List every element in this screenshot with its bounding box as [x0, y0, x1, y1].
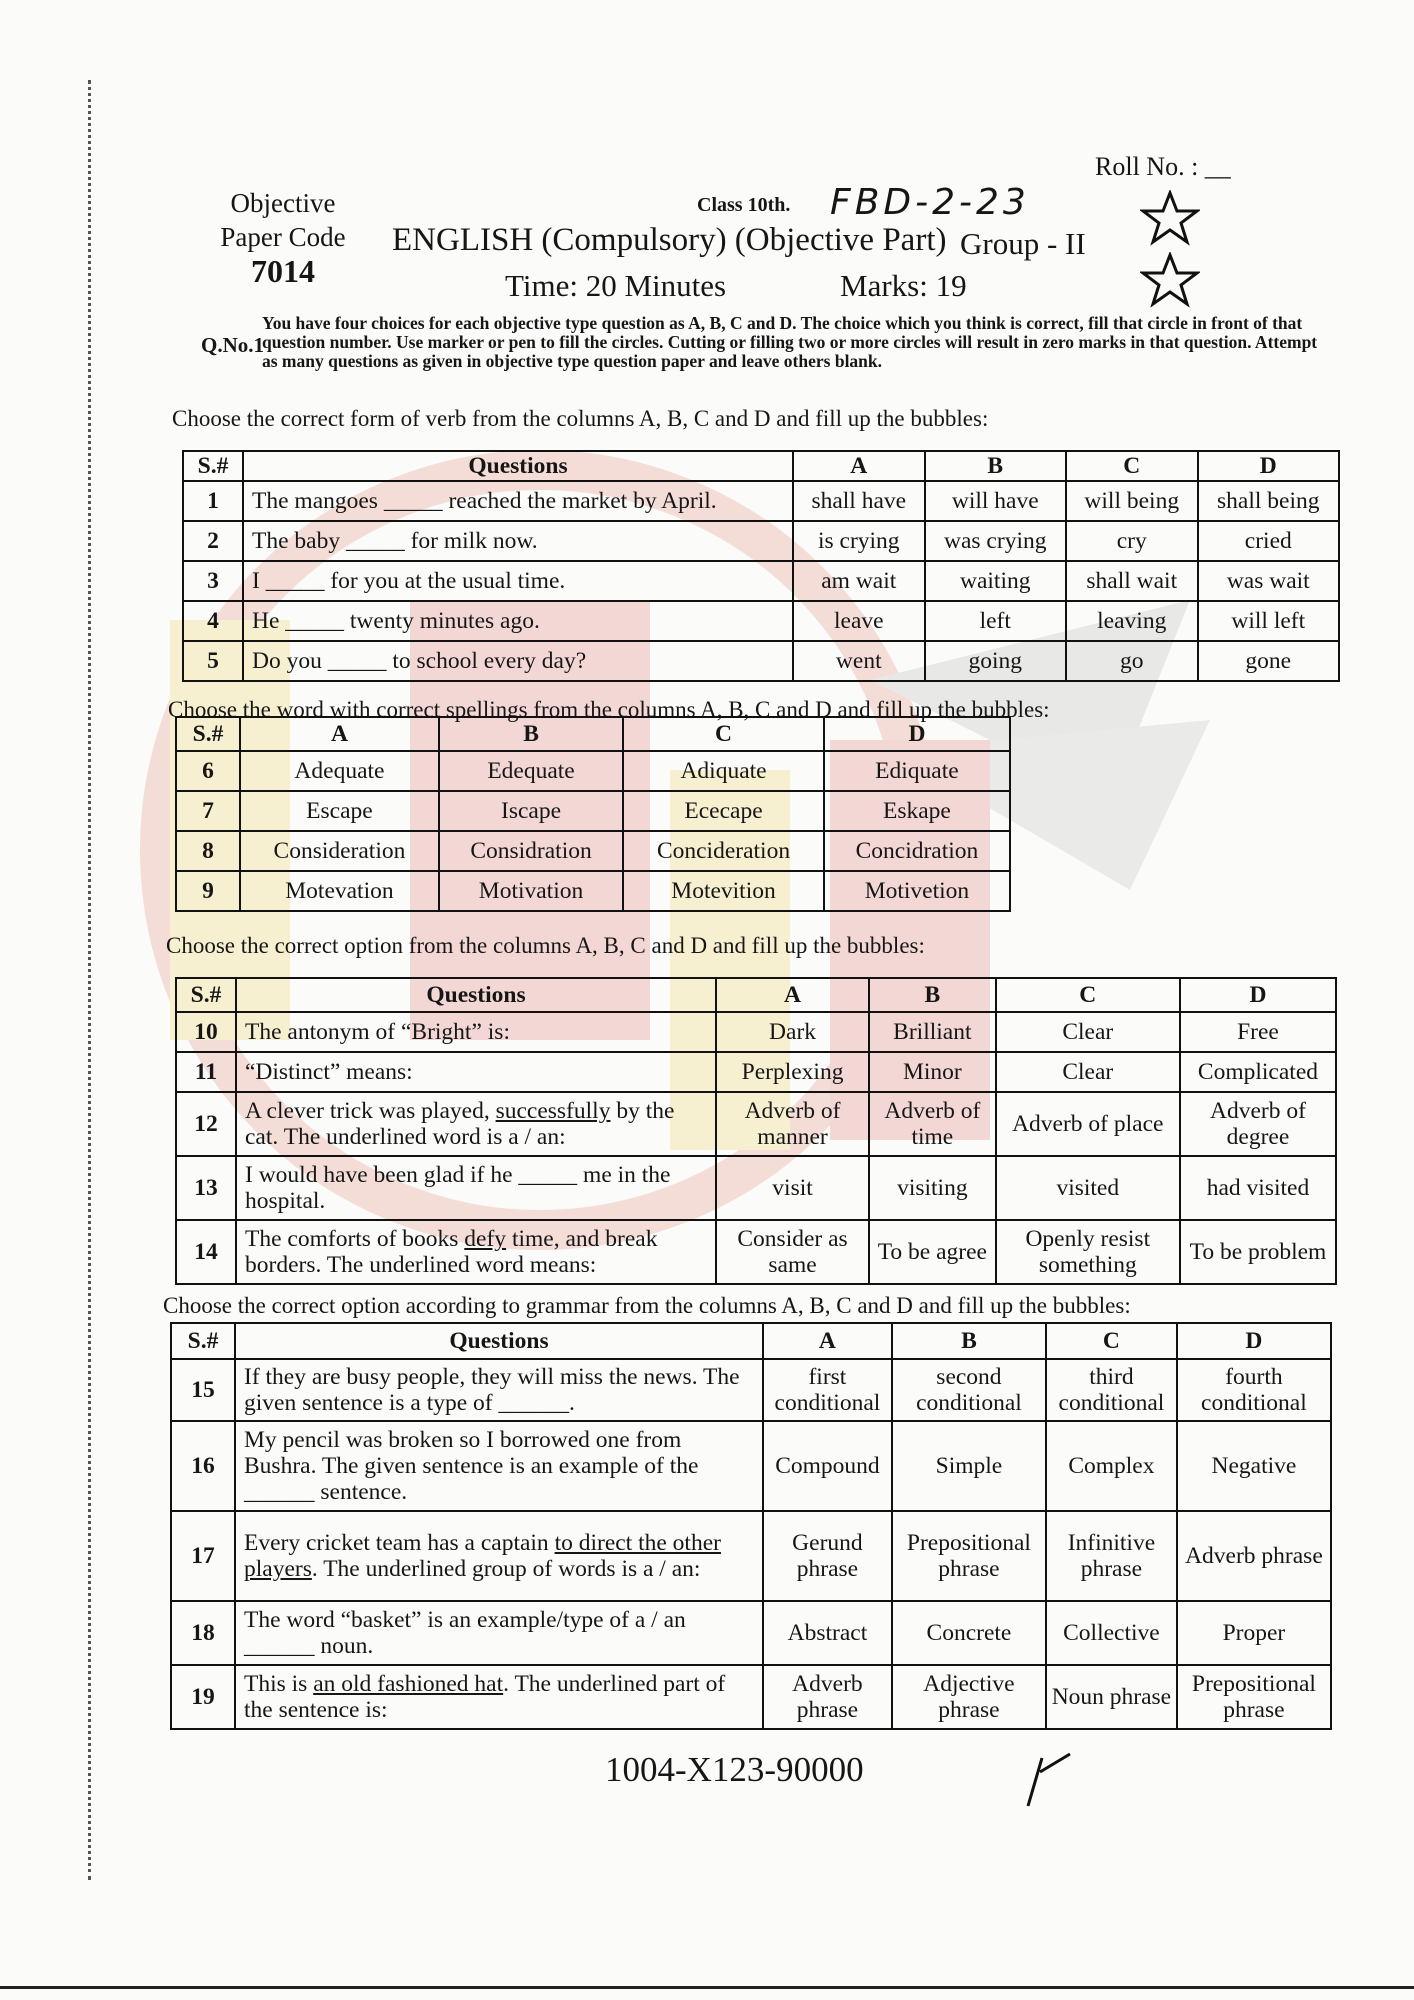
serial: 6	[176, 751, 240, 791]
option-c[interactable]: go	[1066, 641, 1198, 681]
option-c[interactable]: Noun phrase	[1046, 1665, 1177, 1729]
section-heading: Choose the correct form of verb from the columns A, B, C and D and fill up the bubbles:	[172, 406, 989, 431]
question-text: . The underlined part of the sentence is:	[244, 1671, 726, 1723]
option-c[interactable]: Motevition	[623, 871, 824, 911]
option-d[interactable]: cried	[1198, 521, 1339, 561]
option-d[interactable]: Prepositional phrase	[1177, 1665, 1331, 1729]
option-d[interactable]: Negative	[1177, 1421, 1331, 1511]
option-c[interactable]: Infinitive phrase	[1046, 1511, 1177, 1601]
question: I _____ for you at the usual time.	[243, 561, 793, 601]
table-row	[176, 1156, 1336, 1220]
col-header: S.#	[176, 978, 236, 1012]
col-header: C	[1066, 451, 1198, 481]
col-header: A	[716, 978, 869, 1012]
option-d[interactable]: Complicated	[1180, 1052, 1336, 1092]
option-b[interactable]: was crying	[925, 521, 1066, 561]
option-b[interactable]: Simple	[892, 1421, 1046, 1511]
col-header: D	[1198, 451, 1339, 481]
section-heading: Choose the correct option according to grammar from the columns A, B, C and D and fill up the bubbles:	[163, 1293, 1131, 1318]
option-c[interactable]: Clear	[996, 1052, 1180, 1092]
option-a[interactable]: Adverb of manner	[716, 1092, 869, 1156]
option-a[interactable]: went	[793, 641, 925, 681]
grammar-table	[170, 1322, 1332, 1730]
serial: 15	[171, 1359, 235, 1421]
option-a[interactable]: Consideration	[240, 831, 439, 871]
underlined-text: to direct the other players	[244, 1530, 721, 1582]
group-label: Group - II	[960, 226, 1086, 261]
question	[235, 1511, 763, 1601]
option-a[interactable]: Dark	[716, 1012, 869, 1052]
option-b[interactable]: Adverb of time	[869, 1092, 996, 1156]
question: The mangoes _____ reached the market by April.	[243, 481, 793, 521]
spelling-table	[175, 716, 1011, 912]
option-a[interactable]: first conditional	[763, 1359, 892, 1421]
question: “Distinct” means:	[236, 1052, 716, 1092]
col-header: D	[1177, 1323, 1331, 1359]
option-a[interactable]: leave	[793, 601, 925, 641]
option-b[interactable]: will have	[925, 481, 1066, 521]
serial: 2	[183, 521, 243, 561]
option-a[interactable]: Consider as same	[716, 1220, 869, 1284]
option-a[interactable]: Motevation	[240, 871, 439, 911]
option-c[interactable]: shall wait	[1066, 561, 1198, 601]
option-d[interactable]: had visited	[1180, 1156, 1336, 1220]
table-row	[176, 1012, 1336, 1052]
option-b[interactable]: Edequate	[439, 751, 623, 791]
option-c[interactable]: leaving	[1066, 601, 1198, 641]
table-row	[176, 1220, 1336, 1284]
option-a[interactable]: Gerund phrase	[763, 1511, 892, 1601]
verb-form-table	[182, 450, 1340, 682]
question: The antonym of “Bright” is:	[236, 1012, 716, 1052]
serial: 11	[176, 1052, 236, 1092]
table-row	[171, 1421, 1331, 1511]
col-header: C	[623, 717, 824, 751]
objective-block	[218, 186, 348, 288]
question-text: by the cat. The underlined word is a / an:	[245, 1098, 675, 1150]
option-a[interactable]: Adequate	[240, 751, 439, 791]
option-b[interactable]: Prepositional phrase	[892, 1511, 1046, 1601]
option-a[interactable]: Escape	[240, 791, 439, 831]
question: The baby _____ for milk now.	[243, 521, 793, 561]
question-text: The comforts of books	[245, 1226, 465, 1252]
table-row	[171, 1511, 1331, 1601]
serial: 7	[176, 791, 240, 831]
option-b[interactable]: waiting	[925, 561, 1066, 601]
time-label: Time: 20 Minutes	[505, 268, 727, 303]
question	[236, 1092, 716, 1156]
option-b[interactable]: Motivation	[439, 871, 623, 911]
option-c[interactable]: visited	[996, 1156, 1180, 1220]
subject-title: ENGLISH (Compulsory) (Objective Part)	[392, 222, 947, 258]
question-text: time, and break borders. The underlined word means:	[245, 1226, 658, 1278]
option-d[interactable]: shall being	[1198, 481, 1339, 521]
question: He _____ twenty minutes ago.	[243, 601, 793, 641]
paper-code-label: Paper Code	[220, 222, 346, 252]
option-d[interactable]: To be problem	[1180, 1220, 1336, 1284]
col-header: B	[925, 451, 1066, 481]
question	[235, 1665, 763, 1729]
star-icon	[1140, 252, 1200, 308]
paper-code: 7014	[251, 253, 315, 289]
question-text: This is	[244, 1671, 314, 1697]
option-c[interactable]: cry	[1066, 521, 1198, 561]
option-b[interactable]: left	[925, 601, 1066, 641]
question-text: A clever trick was played,	[245, 1098, 496, 1124]
serial: 8	[176, 831, 240, 871]
serial: 4	[183, 601, 243, 641]
question: Do you _____ to school every day?	[243, 641, 793, 681]
serial: 18	[171, 1601, 235, 1665]
option-c[interactable]: Concideration	[623, 831, 824, 871]
question-text: . The underlined group of words is a / an:	[311, 1556, 701, 1582]
option-b[interactable]: Adjective phrase	[892, 1665, 1046, 1729]
signature-mark-icon	[1020, 1740, 1080, 1810]
option-c[interactable]: third conditional	[1046, 1359, 1177, 1421]
serial: 14	[176, 1220, 236, 1284]
col-header: B	[439, 717, 623, 751]
col-header: Questions	[236, 978, 716, 1012]
serial: 13	[176, 1156, 236, 1220]
section-heading: Choose the correct option from the columns A, B, C and D and fill up the bubbles:	[166, 933, 925, 958]
table-row	[176, 751, 1010, 791]
divider	[0, 1986, 1414, 1989]
option-b[interactable]: Concrete	[892, 1601, 1046, 1665]
margin-perforation	[88, 80, 95, 1880]
table-row	[176, 1092, 1336, 1156]
option-a[interactable]: Perplexing	[716, 1052, 869, 1092]
table-row	[171, 1601, 1331, 1665]
option-c[interactable]: Adiquate	[623, 751, 824, 791]
col-header: S.#	[183, 451, 243, 481]
option-d[interactable]: Free	[1180, 1012, 1336, 1052]
table-row	[176, 831, 1010, 871]
roll-no: Roll No. : __	[1095, 152, 1231, 181]
option-d[interactable]: Adverb of degree	[1180, 1092, 1336, 1156]
option-a[interactable]: shall have	[793, 481, 925, 521]
option-d[interactable]: Motivetion	[824, 871, 1010, 911]
underlined-text: defy	[464, 1226, 507, 1252]
option-d[interactable]: gone	[1198, 641, 1339, 681]
table-row	[176, 1052, 1336, 1092]
option-b[interactable]: second conditional	[892, 1359, 1046, 1421]
option-d[interactable]: fourth conditional	[1177, 1359, 1331, 1421]
question	[236, 1220, 716, 1284]
option-a[interactable]: Abstract	[763, 1601, 892, 1665]
table-row	[183, 481, 1339, 521]
serial: 10	[176, 1012, 236, 1052]
option-c[interactable]: Ececape	[623, 791, 824, 831]
table-row	[176, 871, 1010, 911]
option-d[interactable]: was wait	[1198, 561, 1339, 601]
col-header: A	[793, 451, 925, 481]
option-a[interactable]: Adverb phrase	[763, 1665, 892, 1729]
serial: 17	[171, 1511, 235, 1601]
option-b[interactable]: Iscape	[439, 791, 623, 831]
question: If they are busy people, they will miss the news. The given sentence is a type of ______.	[235, 1359, 763, 1421]
option-c[interactable]: Collective	[1046, 1601, 1177, 1665]
col-header: B	[892, 1323, 1046, 1359]
objective-label: Objective	[230, 188, 336, 218]
serial: 1	[183, 481, 243, 521]
table-row	[183, 521, 1339, 561]
col-header: S.#	[176, 717, 240, 751]
col-header: Questions	[235, 1323, 763, 1359]
option-d[interactable]: Adverb phrase	[1177, 1511, 1331, 1601]
handwritten-note: FBD-2-23	[830, 182, 1030, 223]
option-c[interactable]: Adverb of place	[996, 1092, 1180, 1156]
col-header: C	[996, 978, 1180, 1012]
option-d[interactable]: Eskape	[824, 791, 1010, 831]
options-table	[175, 977, 1337, 1285]
option-d[interactable]: Proper	[1177, 1601, 1331, 1665]
question-number: Q.No.1	[201, 333, 264, 357]
option-c[interactable]: Openly resist something	[996, 1220, 1180, 1284]
table-row	[171, 1359, 1331, 1421]
serial: 5	[183, 641, 243, 681]
underlined-text: successfully	[495, 1098, 611, 1124]
serial: 12	[176, 1092, 236, 1156]
option-b[interactable]: Brilliant	[869, 1012, 996, 1052]
table-row	[183, 601, 1339, 641]
table-row	[183, 561, 1339, 601]
option-c[interactable]: will being	[1066, 481, 1198, 521]
serial: 9	[176, 871, 240, 911]
class-label: Class 10th.	[697, 194, 791, 216]
option-b[interactable]: visiting	[869, 1156, 996, 1220]
question: My pencil was broken so I borrowed one from Bushra. The given sentence is an example of the ______ sentence.	[235, 1421, 763, 1511]
col-header: D	[824, 717, 1010, 751]
option-d[interactable]: will left	[1198, 601, 1339, 641]
star-icon	[1140, 190, 1200, 246]
serial: 3	[183, 561, 243, 601]
col-header: B	[869, 978, 996, 1012]
option-d[interactable]: Concidration	[824, 831, 1010, 871]
option-d[interactable]: Ediquate	[824, 751, 1010, 791]
question: I would have been glad if he _____ me in the hospital.	[236, 1156, 716, 1220]
serial: 16	[171, 1421, 235, 1511]
serial: 19	[171, 1665, 235, 1729]
option-b[interactable]: going	[925, 641, 1066, 681]
option-b[interactable]: Minor	[869, 1052, 996, 1092]
col-header: S.#	[171, 1323, 235, 1359]
option-a[interactable]: Compound	[763, 1421, 892, 1511]
option-b[interactable]: To be agree	[869, 1220, 996, 1284]
col-header: A	[763, 1323, 892, 1359]
instructions: You have four choices for each objective type question as A, B, C and D. The choice which you think is correct, fill that circle in front of that question number. Use marker or pen to fill the circles. Cutting or filling two or more circles will result in zero marks in that question. Attempt as many questions as given in objective type question paper and leave others blank.	[262, 313, 1318, 371]
option-c[interactable]: Clear	[996, 1012, 1180, 1052]
question-text: Every cricket team has a captain	[244, 1530, 555, 1556]
table-row	[176, 791, 1010, 831]
option-a[interactable]: is crying	[793, 521, 925, 561]
section-heading: Choose the word with correct spellings from the columns A, B, C and D and fill up the bubbles:	[168, 697, 1050, 722]
paper-serial-footer: 1004-X123-90000	[605, 1750, 864, 1789]
marks-label: Marks: 19	[840, 268, 967, 303]
table-row	[183, 641, 1339, 681]
option-c[interactable]: Complex	[1046, 1421, 1177, 1511]
col-header: D	[1180, 978, 1336, 1012]
table-row	[171, 1665, 1331, 1729]
question: The word “basket” is an example/type of a / an ______ noun.	[235, 1601, 763, 1665]
option-a[interactable]: am wait	[793, 561, 925, 601]
option-a[interactable]: visit	[716, 1156, 869, 1220]
col-header: C	[1046, 1323, 1177, 1359]
underlined-text: an old fashioned hat	[313, 1671, 504, 1697]
col-header: Questions	[243, 451, 793, 481]
option-b[interactable]: Considration	[439, 831, 623, 871]
col-header: A	[240, 717, 439, 751]
